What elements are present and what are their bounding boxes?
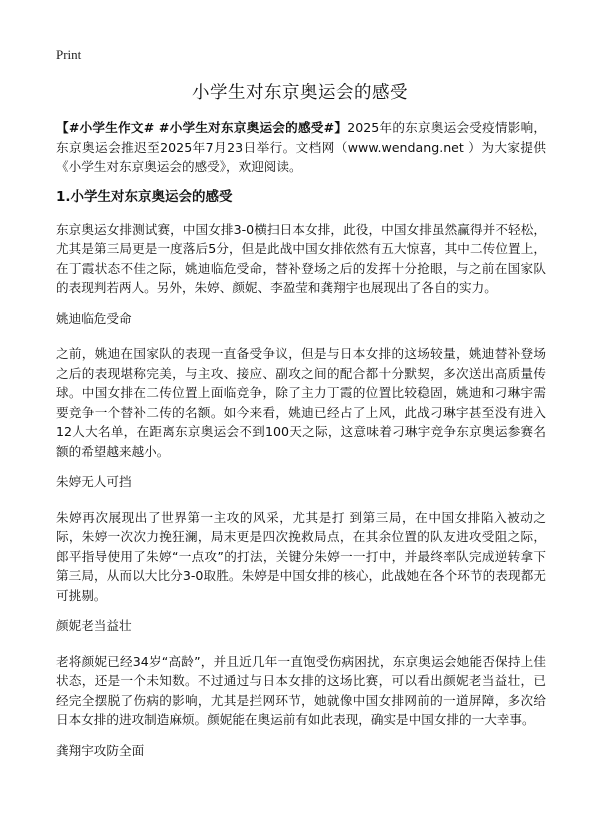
intro-tags: 【#小学生作文# #小学生对东京奥运会的感受#】	[56, 120, 348, 135]
section-heading: 1.小学生对东京奥运会的感受	[56, 188, 233, 205]
document-body	[56, 118, 546, 776]
subheading-yao-di: 姚迪临危受命	[56, 310, 132, 326]
subheading-gong-xiangyu: 龚翔宇攻防全面	[56, 742, 145, 758]
intro-paragraph	[56, 118, 546, 177]
body-paragraph-4: 老将颜妮已经34岁“高龄”，并且近几年一直饱受伤病困扰，东京奥运会她能否保持上佳状态，还是一个未知数。不过通过与日本女排的这场比赛，可以看出颜妮老当益壮，已经完全摆脱了伤病的影响，尤其是拦网环节，她就像中国女排网前的一道屏障，多次给日本女排的进攻制造麻烦。颜妮能在奥运前有如此表现，确实是中国女排的一大幸事。	[56, 653, 546, 727]
subheading-yan-ni: 颜妮老当益壮	[56, 618, 132, 633]
print-link[interactable]: Print	[56, 47, 82, 62]
body-paragraph-1: 东京奥运女排测试赛，中国女排3-0横扫日本女排，此役，中国女排虽然赢得并不轻松，尤其是第三局更是一度落后5分，但是此战中国女排依然有五大惊喜，其中二传位置上，在丁霞状态不佳之际，姚迪临危受命，替补登场之后的发挥十分抢眼，与之前在国家队的表现判若两人。另外，朱婷、颜妮、李盈莹和龚翔宇也展现出了各自的实力。	[56, 221, 546, 295]
body-paragraph-2: 之前，姚迪在国家队的表现一直备受争议，但是与日本女排的这场较量，姚迪替补登场之后的表现堪称完美，与主攻、接应、副攻之间的配合都十分默契，多次送出高质量传球。中国女排在二传位置上面临竞争，除了主力丁霞的位置比较稳固，姚迪和刁琳宇需要竞争一个替补二传的名额。如今来看，姚迪已经占了上风，此战刁琳宇甚至没有进入12人大名单，在距离东京奥运会不到100天之际，这意味着刁琳宇竞争东京奥运参赛名额的希望越来越小。	[56, 346, 546, 459]
intro-text: 2025年的东京奥运会受疫情影响，东京奥运会推迟至2025年7月23日举行。文档网（www.wendang.net ）为大家提供《小学生对东京奥运会的感受》，欢迎阅读。	[56, 120, 547, 174]
document-title: 小学生对东京奥运会的感受	[192, 83, 408, 103]
subheading-zhu-ting: 朱婷无人可挡	[56, 474, 132, 489]
body-paragraph-3: 朱婷再次展现出了世界第一主攻的风采，尤其是打 到第三局，在中国女排陷入被动之际，朱婷一次次力挽狂澜，局末更是四次挽救局点，在其余位置的队友进攻受阻之际，郎平指导使用了朱婷“一点攻”的打法，关键分朱婷一一打中，并最终率队完成逆转拿下第三局，从而以大比分3-0取胜。朱婷是中国女排的核心，此战她在各个环节的表现都无可挑剔。	[56, 509, 546, 603]
